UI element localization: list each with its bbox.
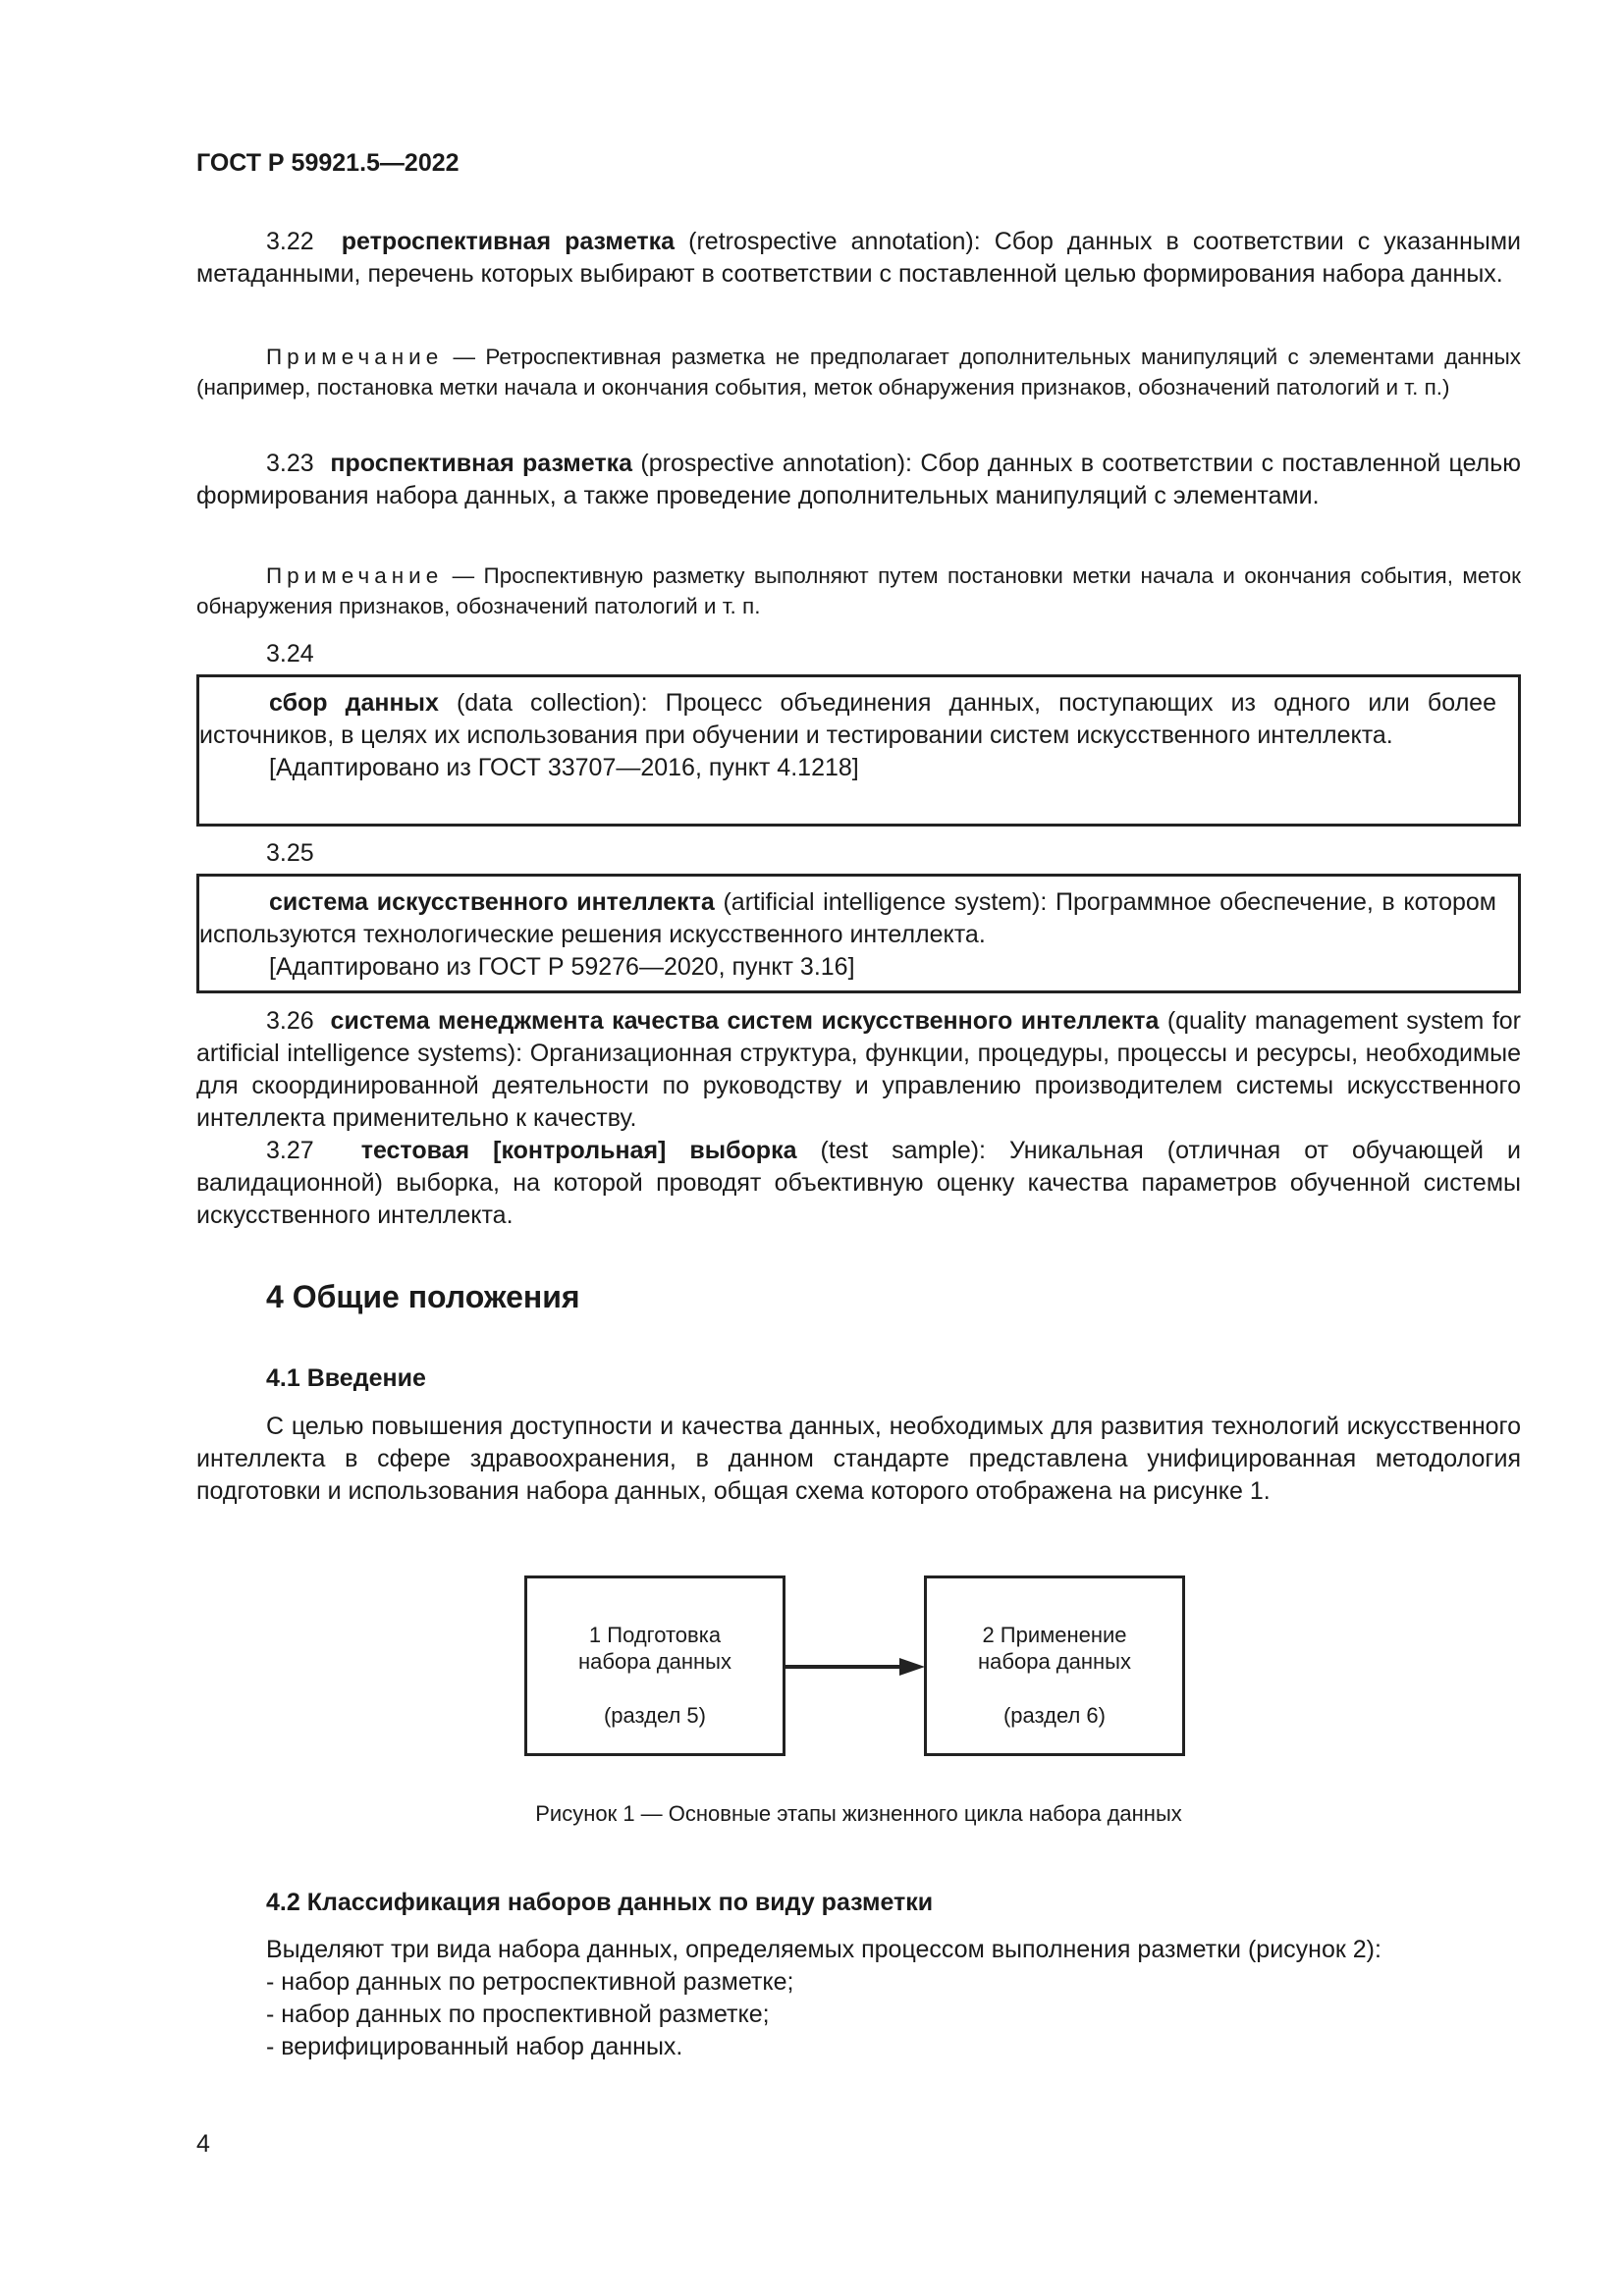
term-number-3-25: 3.25 [266,839,314,867]
page-number: 4 [196,2130,210,2158]
note-3-22: Примечание — Ретроспективная разметка не предполагает дополнительных манипуляций с элементами данных (например, постановка метки начала и окончания события, меток обнаружения признаков, обозначений патологий и т. п.) [196,345,1521,400]
term-title: сбор данных [269,689,439,717]
term-title: система менеджмента качества систем искусственного интеллекта [330,1007,1160,1035]
subsection-heading-4-2: 4.2 Классификация наборов данных по виду разметки [266,1889,934,1916]
term-box-3-24: сбор данных (data collection): Процесс объединения данных, поступающих из одного или более источников, в целях их использования при обучении и тестировании систем искусственного интеллекта. [Адаптировано из ГОСТ 33707—2016, пункт 4.1218] [196,674,1521,827]
term-title: тестовая [контрольная] выборка [360,1137,797,1164]
subsection-heading-4-1: 4.1 Введение [266,1364,426,1392]
term-3-27: 3.27 тестовая [контрольная] выборка (test sample): Уникальная (отличная от обучающей и валидационной) выборка, на которой проводят объективную оценку качества параметров обученной системы искусственного интеллекта. [196,1137,1521,1229]
term-3-26: 3.26 система менеджмента качества систем искусственного интеллекта (quality management system for artificial intelligence systems): Организационная структура, функции, процедуры, процессы и ресурсы, необходимые для скоординированной деятельности по руководству и управлению производителем системы искусственного интеллекта применительно к качеству. [196,1007,1522,1132]
figure-box-preparation: 1 Подготовка набора данных (раздел 5) [524,1575,785,1756]
term-title: проспективная разметка [330,450,633,477]
term-box-3-25: система искусственного интеллекта (artificial intelligence system): Программное обеспечение, в котором используются технологические решения искусственного интеллекта. [Адаптировано из ГОСТ Р 59276—2020, пункт 3.16] [196,874,1521,993]
intro-paragraph: С целью повышения доступности и качества данных, необходимых для развития технологий искусственного интеллекта в сфере здравоохранения, в данном стандарте представлена унифицированная методология подготовки и использования набора данных, общая схема которого отображена на рисунке 1. [196,1413,1521,1505]
figure-arrow [785,1655,927,1679]
document-header: ГОСТ Р 59921.5—2022 [196,149,460,177]
term-source: [Адаптировано из ГОСТ Р 59276—2020, пункт 3.16] [269,953,855,981]
list-item: - набор данных по проспективной разметке; [266,2001,770,2028]
figure-box-application: 2 Применение набора данных (раздел 6) [924,1575,1185,1756]
term-number-3-24: 3.24 [266,640,314,667]
term-3-22: 3.22 ретроспективная разметка (retrospective annotation): Сбор данных в соответствии с указанными метаданными, перечень которых выбирают в соответствии с поставленной целью формирования набора данных. [196,228,1521,288]
classification-paragraph: Выделяют три вида набора данных, определяемых процессом выполнения разметки (рисунок 2): - набор данных по ретроспективной разметке; - набор данных по проспективной разметке; - верифицированный набор данных. [266,1934,1521,2063]
note-3-23: Примечание — Проспективную разметку выполняют путем постановки метки начала и окончания события, меток обнаружения признаков, обозначений патологий и т. п. [196,563,1521,618]
list-item: - верифицированный набор данных. [266,2033,683,2060]
term-source: [Адаптировано из ГОСТ 33707—2016, пункт 4.1218] [269,754,859,781]
term-title: ретроспективная разметка [341,228,676,255]
term-title: система искусственного интеллекта [269,888,715,916]
section-heading: 4 Общие положения [266,1279,580,1314]
term-3-23: 3.23 проспективная разметка (prospective annotation): Сбор данных в соответствии с поставленной целью формирования набора данных, а также проведение дополнительных манипуляций с элементами. [196,450,1522,509]
list-item: - набор данных по ретроспективной разметке; [266,1968,794,1996]
note-label: Примечание [266,563,444,588]
note-label: Примечание [266,345,444,369]
figure-caption: Рисунок 1 — Основные этапы жизненного цикла набора данных [535,1801,1182,1826]
